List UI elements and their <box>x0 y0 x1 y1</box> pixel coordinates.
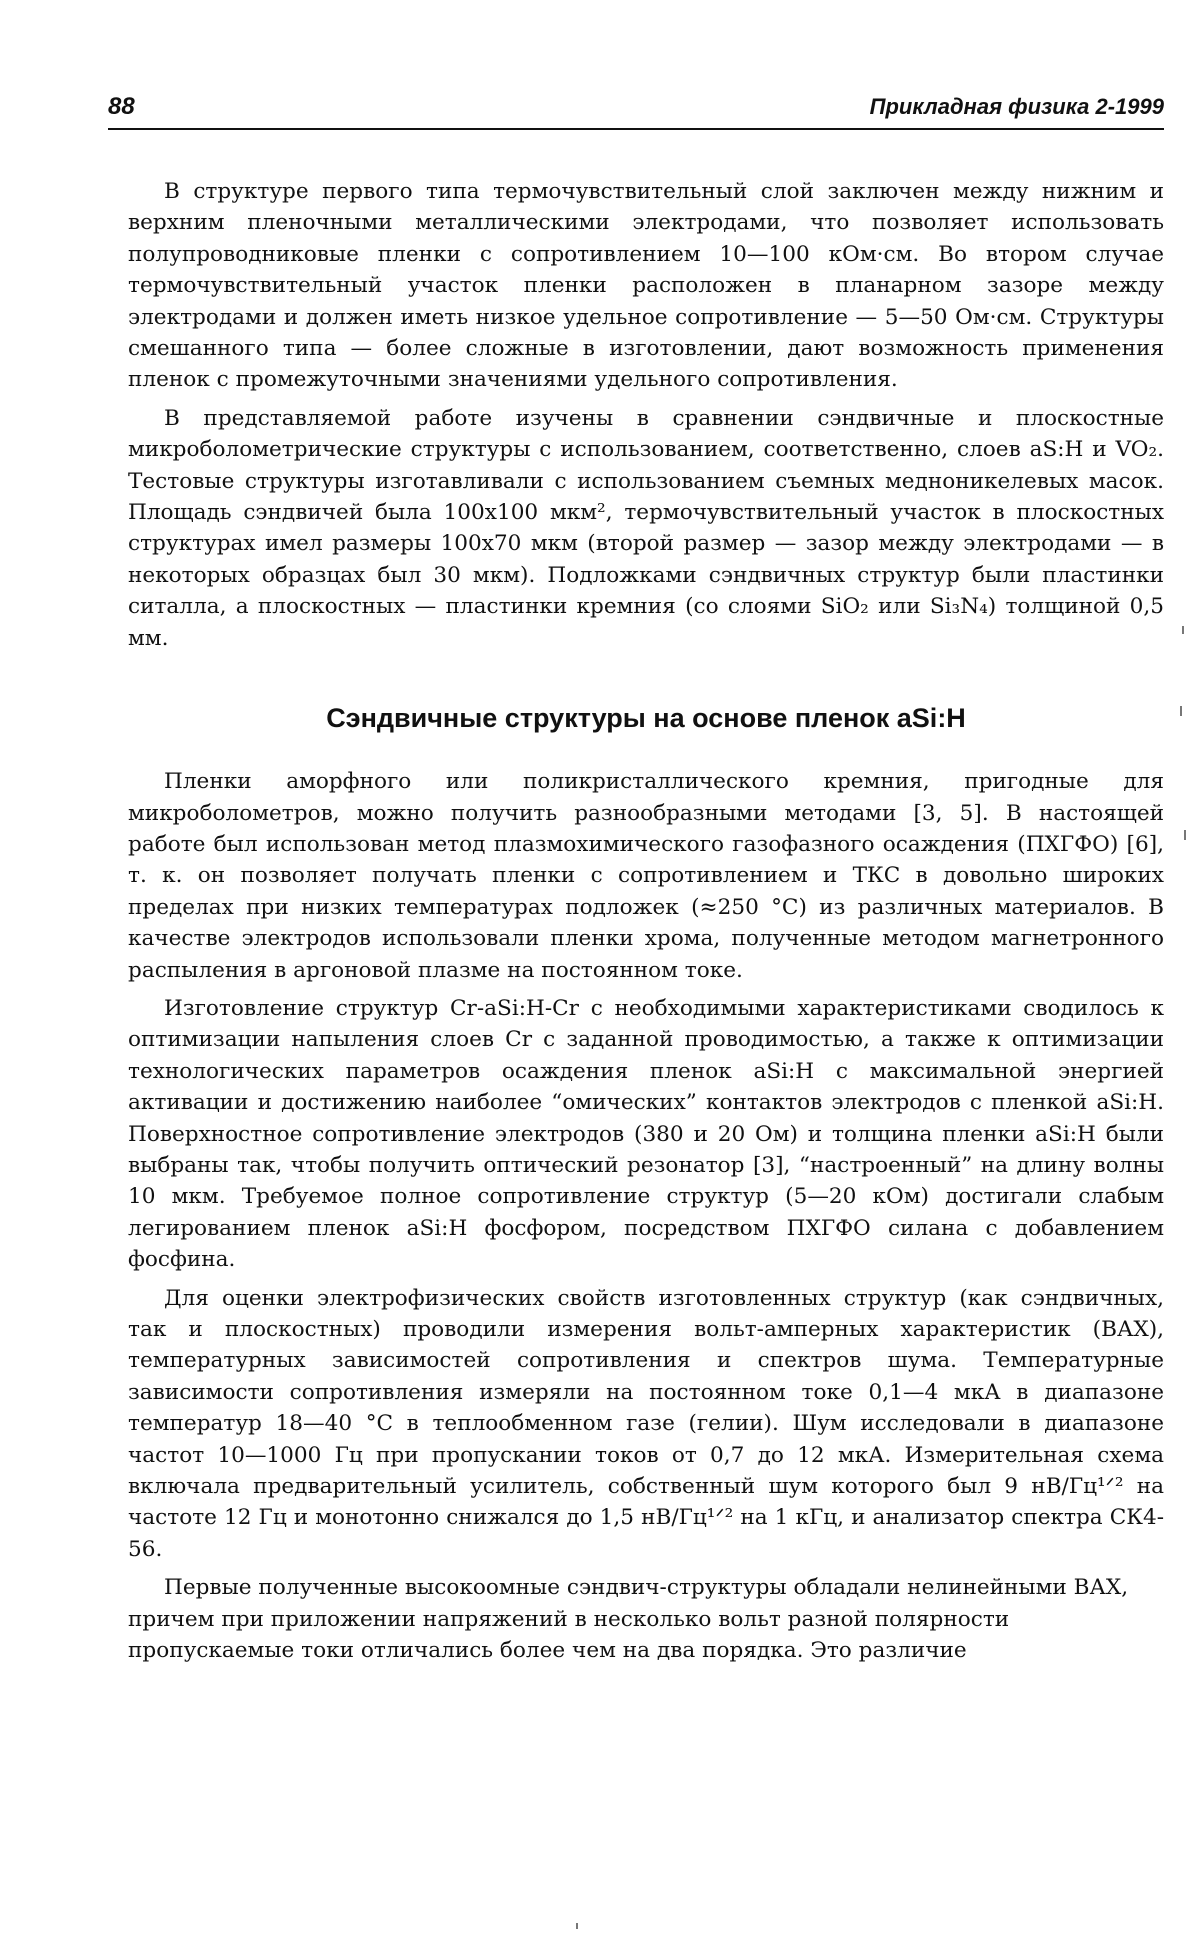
scan-mark <box>1184 830 1186 840</box>
paragraph-fabrication: Изготовление структур Cr-aSi:H-Cr с необходимыми характеристиками сводилось к оптимизации напыления слоев Cr с заданной проводимостью, а также к оптимизации технологических параметров осаждения пленок aSi:H с максимальной энергией активации и достижению наиболее “омических” контактов электродов с пленкой aSi:H. Поверхностное сопротивление электродов (380 и 20 Ом) и толщина пленки aSi:H были выбраны так, чтобы получить оптический резонатор [3], “настроенный” на длину волны 10 мкм. Требуемое полное сопротивление структур (5—20 кОм) достигали слабым легированием пленок aSi:H фосфором, посредством ПХГФО силана с добавлением фосфина. <box>128 995 1164 1273</box>
paragraph-studied-structures: В представляемой работе изучены в сравнении сэндвичные и плоскостные микроболометрические структуры с использованием, соответственно, слоев aS:H и VO₂. Тестовые структуры изготавливали с использованием съемных медноникелевых масок. Площадь сэндвичей была 100х100 мкм², термочувствительный участок в плоскостных структурах имел размеры 100х70 мкм (второй размер — зазор между электродами — в некоторых образцах был 30 мкм). Подложками сэндвичных структур были пластинки ситалла, а плоскостных — пластинки кремния (со слоями SiO₂ или Si₃N₄) толщиной 0,5 мм. <box>128 405 1164 651</box>
section-heading: Сэндвичные структуры на основе пленок aSi:H <box>326 703 966 734</box>
paragraph-structure-types: В структуре первого типа термочувствительный слой заключен между нижним и верхним пленочными металлическими электродами, что позволяет использовать полупроводниковые пленки с сопротивлением 10—100 кОм·см. Во втором случае термочувствительный участок пленки расположен в планарном зазоре между электродами и должен иметь низкое удельное сопротивление — 5—50 Ом·см. Структуры смешанного типа — более сложные в изготовлении, дают возможность применения пленок с промежуточными значениями удельного сопротивления. <box>128 179 1164 393</box>
paragraph-film-methods: Пленки аморфного или поликристаллического кремния, пригодные для микроболометров, можно получить разнообразными методами [3, 5]. В настоящей работе был использован метод плазмохимического газофазного осаждения (ПХГФО) [6], т. к. он позволяет получать пленки с сопротивлением и ТКС в довольно широких пределах при низких температурах подложек (≈250 °С) из различных материалов. В качестве электродов использовали пленки хрома, полученные методом магнетронного распыления в аргоновой плазме на постоянном токе. <box>128 769 1164 983</box>
page-header <box>108 92 1164 130</box>
scan-mark <box>1180 706 1182 716</box>
article-body <box>128 176 1164 1666</box>
paragraph-measurements: Для оценки электрофизических свойств изготовленных структур (как сэндвичных, так и плоскостных) проводили измерения вольт-амперных характеристик (ВАХ), температурных зависимостей сопротивления и спектров шума. Температурные зависимости сопротивления измеряли на постоянном токе 0,1—4 мкА в диапазоне температур 18—40 °С в теплообменном газе (гелии). Шум исследовали в диапазоне частот 10—1000 Гц при пропускании токов от 0,7 до 12 мкА. Измерительная схема включала предварительный усилитель, собственный шум которого был 9 нВ/Гц¹ᐟ² на частоте 12 Гц и монотонно снижался до 1,5 нВ/Гц¹ᐟ² на 1 кГц, и анализатор спектра СК4-56. <box>128 1285 1164 1562</box>
scan-mark <box>1182 626 1184 634</box>
journal-title: Прикладная физика 2-1999 <box>869 94 1164 119</box>
scan-mark <box>576 1923 578 1929</box>
paragraph-first-results: Первые полученные высокоомные сэндвич-структуры обладали нелинейными ВАХ, причем при приложении напряжений в несколько вольт разной полярности пропускаемые токи отличались более чем на два порядка. Это различие <box>128 1575 1129 1664</box>
page-number: 88 <box>108 93 135 120</box>
